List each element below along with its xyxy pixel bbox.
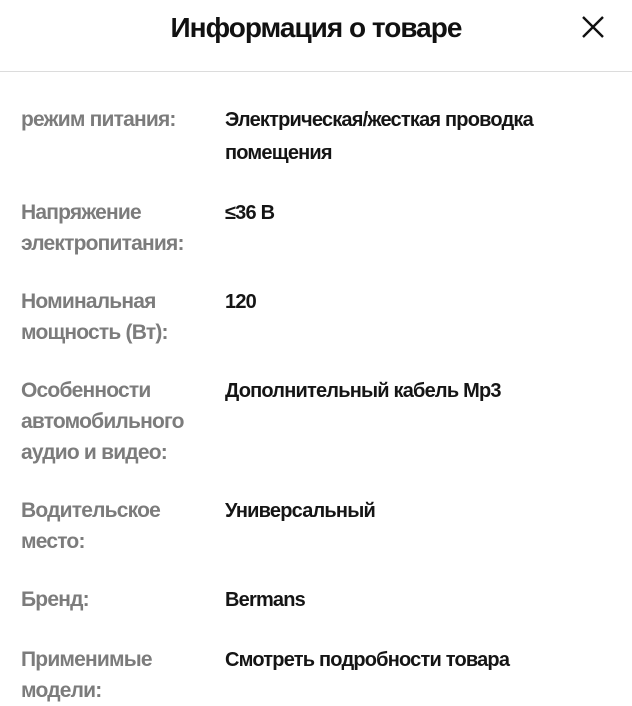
spec-row-power	[0, 286, 632, 348]
spec-label: Особенности автомобильного аудио и видео:	[21, 379, 184, 464]
spec-label: Водительское место:	[21, 499, 160, 553]
spec-row-voltage	[0, 197, 632, 259]
spec-value: Электрическая/жесткая проводка помещения	[225, 109, 533, 164]
spec-value: Смотреть подробности товара	[225, 649, 510, 671]
spec-label: Номинальная мощность (Вт):	[21, 290, 168, 344]
spec-row-power-mode	[0, 104, 632, 170]
spec-value: ≤36 В	[225, 202, 275, 224]
spec-row-driver-seat	[0, 495, 632, 557]
spec-label: Применимые модели:	[21, 648, 152, 702]
spec-value: Универсальный	[225, 500, 375, 522]
spec-label: режим питания:	[21, 108, 176, 131]
spec-row-brand	[0, 584, 632, 617]
spec-label: Бренд:	[21, 588, 89, 611]
spec-value: Bermans	[225, 589, 305, 611]
spec-label: Напряжение электропитания:	[21, 201, 184, 255]
spec-row-models	[0, 644, 632, 706]
spec-list	[0, 72, 632, 706]
dialog-header	[0, 0, 632, 72]
close-icon[interactable]	[580, 14, 606, 40]
spec-row-audio-features	[0, 375, 632, 468]
dialog-title: Информация о товаре	[170, 12, 462, 43]
spec-value: Дополнительный кабель Mp3	[225, 380, 501, 402]
spec-value: 120	[225, 291, 256, 313]
